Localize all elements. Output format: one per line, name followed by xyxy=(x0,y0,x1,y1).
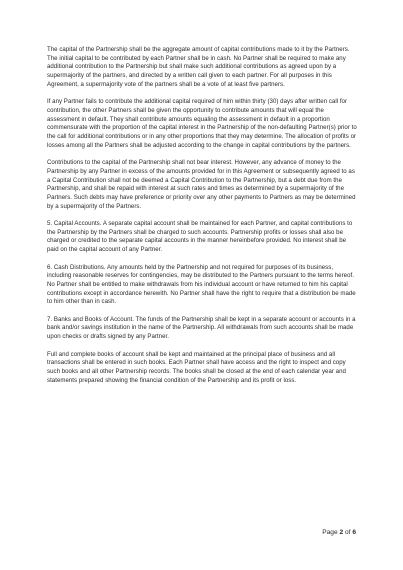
page-total: 6 xyxy=(352,529,356,536)
paragraph-banks-books: 7. Banks and Books of Account. The funds of the Partnership shall be kept in a separate account or accounts in a bank and/or savings institution in the name of the Partnership. All withdrawals from such accounts shall be made upon checks or drafts signed by any Partner. xyxy=(47,315,356,341)
paragraph-cash-distributions: 6. Cash Distributions. Any amounts held by the Partnership and not required for purposes of its business, including reasonable reserves for contingencies, may be distributed to the Partners pursuant to the terms hereof. No Partner shall be entitled to make withdrawals from his individual account or have returned to him his capital contributions except in accordance herewith. No Partner shall have the right to require that a distribution be made to him other than in cash. xyxy=(47,263,356,306)
page-of: of xyxy=(344,529,351,536)
paragraph-capital: The capital of the Partnership shall be the aggregate amount of capital contributions made to it by the Partners. The initial capital to be contributed by each Partner shall be in cash. No Partner shall be required to make any additional contribution to the Partnership but shall make such additional contributions as agreed upon by a supermajority of the partners, and directed by a written call given to each partner. For all purposes in this Agreement, a supermajority vote of the partners shall be a vote of at least five partners. xyxy=(47,46,350,88)
paragraph-capital-accounts: 5. Capital Accounts. A separate capital account shall be maintained for each Partner, and capital contributions to the Partnership by the Partners shall be charged to such accounts. Partnership profits or losses shall also be charged or credited to the separate capital accounts in the manner hereinbefore provided. No interest shall be paid on the capital account of any Partner. xyxy=(47,220,353,254)
paragraph-interest: Contributions to the capital of the Partnership shall not bear interest. However, any advance of money to the Partnership by any Partner in excess of the amounts provided for in this Agreement or subsequently agreed to as a Capital Contribution shall not be deemed a Capital Contribution to the Partnership, but a debt due from the Partnership, and shall be repaid with interest at such rates and times as determined by a supermajority of the Partners. Such debts may have preference or priority over any other payments to Partners as may be determined by a supermajority of the Partners. xyxy=(47,159,356,210)
page-label: Page xyxy=(322,529,338,536)
page-number xyxy=(322,529,356,536)
paragraph-default-contribution: If any Partner fails to contribute the additional capital required of him within thirty (30) days after written call for contribution, the other Partners shall be given the opportunity to contribute amounts that will equal the assessment in default. They shall contribute amounts equaling the assessment in default in a proportion commensurate with the proportion of the capital interest in the Partnership of the non-defaulting Partner(s) prior to the call for additional contributions or in any other proportions that they may determine. The allocation of profits or losses among all the Partners shall be adjusted according to the change in capital contributions by the partners. xyxy=(47,98,357,149)
page-current: 2 xyxy=(339,529,344,536)
paragraph-books-of-account: Full and complete books of account shall be kept and maintained at the principal place of business and all transactions shall be entered in such books. Each Partner shall have access and the right to inspect and copy such books and all other Partnership records. The books shall be closed at the end of each calendar year and statements prepared showing the financial condition of the Partnership and its profit or loss. xyxy=(47,350,346,384)
